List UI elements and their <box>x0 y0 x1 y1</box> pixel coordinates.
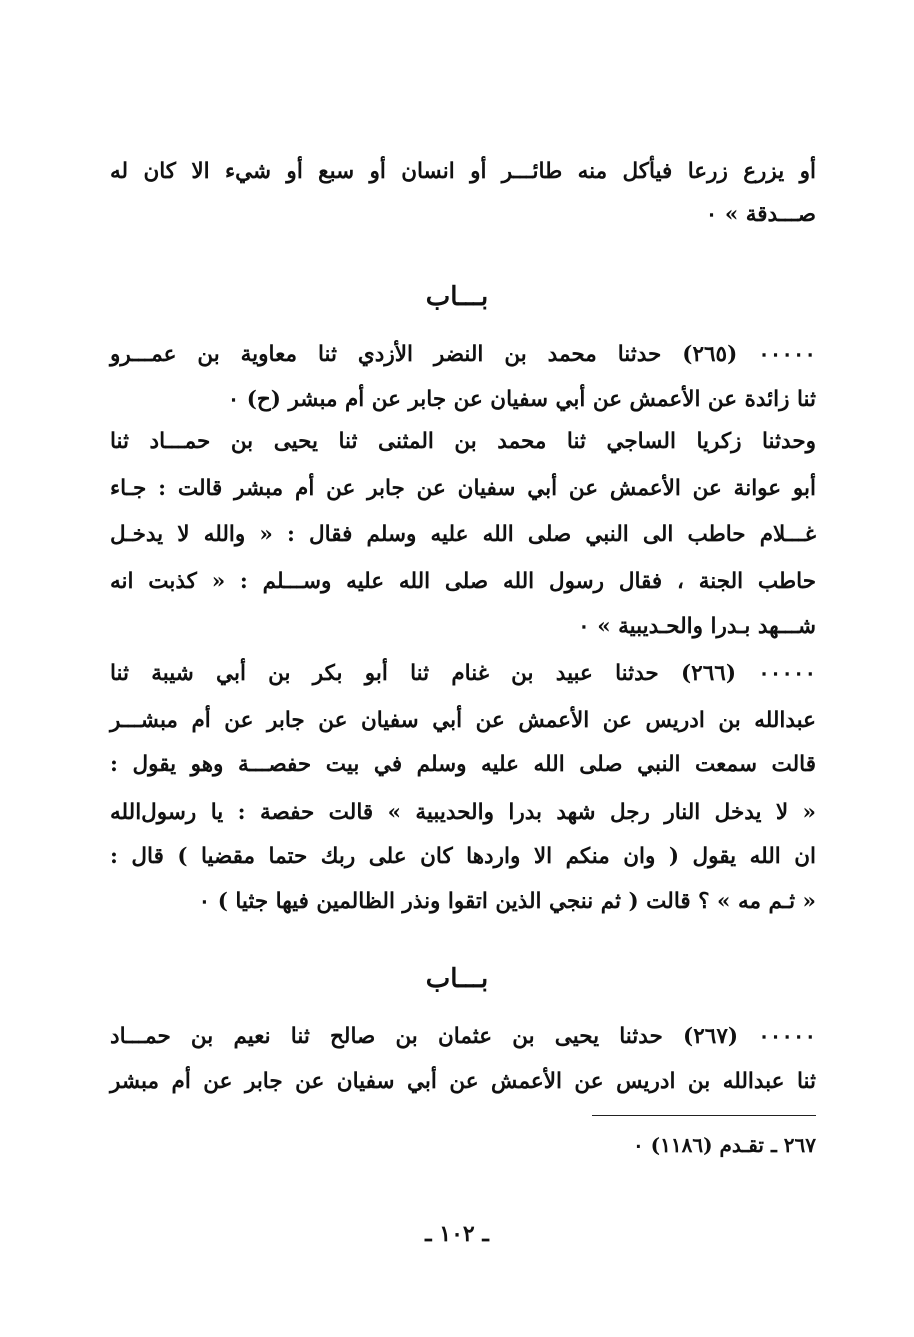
section-heading: بـــاب <box>425 964 489 994</box>
page-number: ـ ١٠٢ ـ <box>425 1221 489 1247</box>
text-line: « ثـم مه » ؟ قالت ( ثم ننجي الذين اتقوا ونذر الظالمين فيها جثيا ) ٠ <box>198 889 816 914</box>
text-line: قالت سمعت النبي صلى الله عليه وسلم في بيت حفصـــة وهو يقول : <box>110 752 816 777</box>
text-line: غـــلام حاطب الى النبي صلى الله عليه وسلم فقال : « والله لا يدخـل <box>110 522 816 547</box>
text-line: أو يزرع زرعا فيأكل منه طائـــر أو انسان أو سبع أو شيء الا كان له <box>110 159 816 184</box>
footnote-divider <box>592 1115 816 1116</box>
text-line: ان الله يقول ( وان منكم الا واردها كان على ربك حتما مقضيا ) قال : <box>110 844 816 869</box>
text-line: وحدثنا زكريا الساجي ثنا محمد بن المثنى ثنا يحيى بن حمـــاد ثنا <box>110 429 816 454</box>
text-line: شـــهد بـدرا والحـديبية » ٠ <box>578 614 816 639</box>
text-line: ثنا عبدالله بن ادريس عن الأعمش عن أبي سفيان عن جابر عن أم مبشر <box>110 1069 816 1094</box>
text-line: عبدالله بن ادريس عن الأعمش عن أبي سفيان عن جابر عن أم مبشـــر <box>110 708 816 733</box>
hadith-267-line: ٠٠٠٠٠ (٢٦٧) حدثنا يحيى بن عثمان بن صالح ثنا نعيم بن حمـــاد <box>110 1024 816 1049</box>
hadith-265-line: ٠٠٠٠٠ (٢٦٥) حدثنا محمد بن النضر الأزدي ثنا معاوية بن عمـــرو <box>110 342 816 367</box>
footnote: ٢٦٧ ـ تقـدم (١١٨٦) ٠ <box>632 1133 816 1157</box>
section-heading: بـــاب <box>425 282 489 312</box>
text-line: « لا يدخل النار رجل شهد بدرا والحديبية » قالت حفصة : يا رسول‌الله <box>110 800 816 825</box>
text-line: صـــدقة » ٠ <box>705 202 816 227</box>
hadith-266-line: ٠٠٠٠٠ (٢٦٦) حدثنا عبيد بن غنام ثنا أبو بكر بن أبي شيبة ثنا <box>110 661 816 686</box>
text-line: ثنا زائدة عن الأعمش عن أبي سفيان عن جابر عن أم مبشر (ح) ٠ <box>227 387 816 412</box>
text-line: أبو عوانة عن الأعمش عن أبي سفيان عن جابر عن أم مبشر قالت : جـاء <box>110 476 816 501</box>
text-line: حاطب الجنة ، فقال رسول الله صلى الله عليه وســـلم : « كذبت انه <box>110 569 816 594</box>
